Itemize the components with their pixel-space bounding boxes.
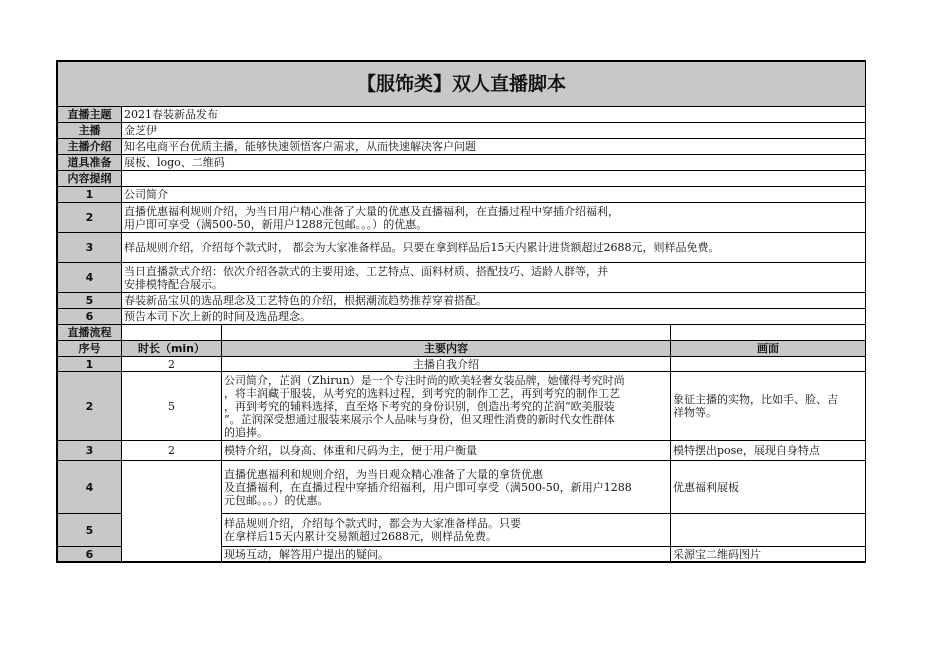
- outline-item: 公司简介: [122, 187, 866, 203]
- outline-no: 1: [58, 187, 122, 203]
- flow-no: 3: [58, 441, 122, 461]
- outline-item: 样品规则介绍，介绍每个款式时， 都会为大家准备样品。只要在拿到样品后15天内累计进货额超过2688元，则样品免费。: [122, 233, 866, 263]
- info-label-host: 主播: [58, 123, 122, 139]
- flow-header-screen: 画面: [671, 341, 866, 357]
- info-value-props: 展板、logo、二维码: [122, 155, 866, 171]
- outline-no: 5: [58, 293, 122, 309]
- flow-screen: 模特摆出pose，展现自身特点: [671, 441, 866, 461]
- flow-label-blank: [122, 325, 222, 341]
- flow-content: 公司简介，芷润（Zhirun）是一个专注时尚的欧美轻奢女装品牌，她懂得考究时尚 ，将丰润藏于服装，从考究的选料过程，到考究的制作工艺，再到考究的制作工艺 ，再到考究的辅料选择，直至烙下考究的身份识别，创造出考究的芷润“欧美服装 ”。芷润深受想通过服装来展示个人品味与身份，但又理性消费的新时代女性群体 的追捧。: [222, 372, 671, 441]
- flow-content: 样品规则介绍，介绍每个款式时，都会为大家准备样品。只要 在拿样后15天内累计交易额超过2688元，则样品免费。: [222, 514, 671, 547]
- outline-label: 内容提纲: [58, 171, 122, 187]
- flow-screen: [671, 357, 866, 372]
- flow-duration: 2: [122, 441, 222, 461]
- outline-no: 2: [58, 203, 122, 233]
- flow-no: 6: [58, 547, 122, 562]
- outline-label-blank: [122, 171, 866, 187]
- outline-item: 当日直播款式介绍：依次介绍各款式的主要用途、工艺特点、面料材质、搭配技巧、适龄人群等，并 安排模特配合展示。: [122, 263, 866, 293]
- info-value-host-intro: 知名电商平台优质主播，能够快速领悟客户需求，从而快速解决客户问题: [122, 139, 866, 155]
- flow-content: 模特介绍，以身高、体重和尺码为主，便于用户衡量: [222, 441, 671, 461]
- info-value-host: 金芝伊: [122, 123, 866, 139]
- flow-label: 直播流程: [58, 325, 122, 341]
- flow-label-blank: [222, 325, 671, 341]
- flow-duration: 2: [122, 357, 222, 372]
- flow-content: 主播自我介绍: [222, 357, 671, 372]
- flow-no: 1: [58, 357, 122, 372]
- info-label-props: 道具准备: [58, 155, 122, 171]
- outline-no: 6: [58, 309, 122, 325]
- outline-item: 预告本司下次上新的时间及选品理念。: [122, 309, 866, 325]
- outline-no: 3: [58, 233, 122, 263]
- flow-duration: 5: [122, 372, 222, 441]
- flow-no: 5: [58, 514, 122, 547]
- page-title: 【服饰类】双人直播脚本: [58, 62, 866, 107]
- flow-content: 直播优惠福利和规则介绍，为当日观众精心准备了大量的拿货优惠 及直播福利，在直播过程中穿插介绍福利，用户即可享受（满500-50，新用户1288 元包邮。。。）的优惠。: [222, 461, 671, 514]
- flow-label-blank: [671, 325, 866, 341]
- flow-no: 2: [58, 372, 122, 441]
- flow-no: 4: [58, 461, 122, 514]
- flow-screen: 采源宝二维码图片: [671, 547, 866, 562]
- flow-screen: 象征主播的实物，比如手、脸、吉 祥物等。: [671, 372, 866, 441]
- flow-header-duration: 时长（min）: [122, 341, 222, 357]
- script-sheet: [56, 60, 866, 563]
- flow-header-no: 序号: [58, 341, 122, 357]
- info-label-theme: 直播主题: [58, 107, 122, 123]
- outline-item: 直播优惠福利规则介绍，为当日用户精心准备了大量的优惠及直播福利，在直播过程中穿插介绍福利， 用户即可享受（满500-50，新用户1288元包邮。。。）的优惠。: [122, 203, 866, 233]
- flow-duration: [122, 461, 222, 562]
- outline-no: 4: [58, 263, 122, 293]
- flow-screen: 优惠福利展板: [671, 461, 866, 514]
- info-label-host-intro: 主播介绍: [58, 139, 122, 155]
- flow-screen: [671, 514, 866, 547]
- flow-content: 现场互动，解答用户提出的疑问。: [222, 547, 671, 562]
- outline-item: 春装新品宝贝的选品理念及工艺特色的介绍，根据潮流趋势推荐穿着搭配。: [122, 293, 866, 309]
- info-value-theme: 2021春装新品发布: [122, 107, 866, 123]
- script-table: [57, 61, 866, 562]
- flow-header-content: 主要内容: [222, 341, 671, 357]
